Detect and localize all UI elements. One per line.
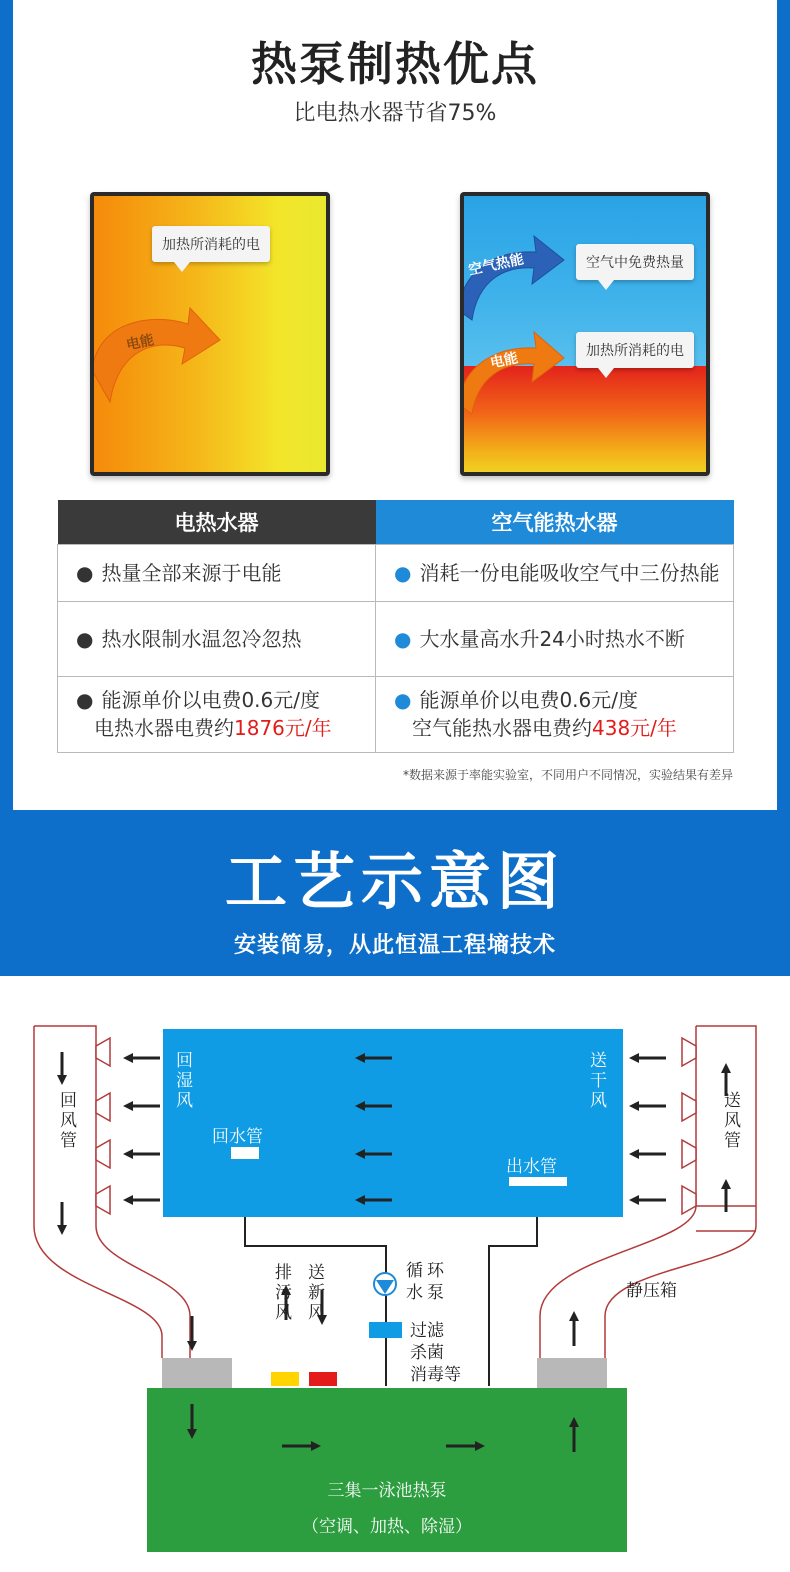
electric-heater-header: 电热水器	[58, 500, 376, 544]
table-row	[58, 676, 734, 752]
sterilize-label: 杀菌	[410, 1343, 444, 1363]
bullet-icon: ●	[76, 560, 94, 585]
bullet-icon: ●	[76, 626, 94, 651]
pool-area	[163, 1029, 623, 1217]
bullet-icon: ●	[394, 626, 412, 651]
return-humid-label: 回湿风	[176, 1051, 193, 1111]
table-cell	[58, 601, 376, 676]
electric-heater-panel	[90, 192, 330, 476]
cell-text: 电热水器电费约	[94, 716, 234, 740]
electric-cost-value: 1876元/年	[234, 716, 332, 740]
cell-text: 消耗一份电能吸收空气中三份热能	[419, 560, 720, 585]
left-arrow-label: 电能	[124, 332, 156, 354]
return-duct-label: 回风管	[60, 1091, 77, 1151]
process-diagram-svg	[0, 976, 790, 1568]
page-title: 热泵制热优点	[251, 37, 539, 91]
cell-text: 大水量高水升24小时热水不断	[419, 626, 685, 651]
supply-dry-label: 送干风	[590, 1051, 607, 1111]
table-row	[58, 544, 734, 601]
bullet-icon: ●	[394, 688, 412, 712]
fresh-air-marker	[309, 1372, 337, 1386]
unit-functions-label: （空调、加热、除湿）	[302, 1517, 472, 1537]
exhaust-air-marker	[271, 1372, 299, 1386]
cell-text: 能源单价以电费0.6元/度	[101, 688, 320, 712]
table-cell	[376, 676, 734, 752]
heat-pump-header: 空气能热水器	[376, 500, 734, 544]
bullet-icon: ●	[394, 560, 412, 585]
table-cell	[58, 544, 376, 601]
return-vents	[96, 1038, 110, 1214]
right-electricity-callout: 加热所消耗的电	[576, 332, 694, 368]
heat-pump-panel	[460, 192, 710, 476]
page-subtitle: 比电热水器节省75%	[293, 101, 497, 126]
circulation-pump-label: 循环水泵	[406, 1261, 448, 1303]
table-cell	[376, 601, 734, 676]
cell-text: 热水限制水温忽冷忽热	[101, 626, 302, 651]
cell-text: 热量全部来源于电能	[101, 560, 282, 585]
filter-icon	[369, 1322, 402, 1338]
table-row	[58, 601, 734, 676]
cell-text: 空气能热水器电费约	[412, 716, 592, 740]
outlet-water-pipe-label: 出水管	[506, 1157, 557, 1177]
supply-vents	[682, 1038, 696, 1214]
heat-pump-cost-value: 438元/年	[592, 716, 677, 740]
static-pressure-box-label: 静压箱	[626, 1281, 677, 1301]
left-electricity-callout: 加热所消耗的电	[152, 226, 270, 262]
disinfect-label: 消毒等	[410, 1365, 461, 1385]
data-source-footnote: *数据来源于率能实验室，不同用户不同情况，实验结果有差异	[402, 768, 733, 782]
unit-name-label: 三集一泳池热泵	[327, 1481, 447, 1501]
filter-label: 过滤	[410, 1321, 444, 1341]
return-fan-box	[162, 1358, 232, 1388]
bullet-icon: ●	[76, 688, 94, 712]
right-electric-arrow-label: 电能	[488, 350, 520, 372]
free-air-heat-callout: 空气中免费热量	[576, 244, 694, 280]
air-heat-arrow-icon	[460, 192, 710, 476]
air-heat-arrow-label: 空气热能	[467, 251, 526, 279]
process-title: 工艺示意图	[224, 845, 565, 918]
comparison-table	[57, 500, 734, 753]
process-subtitle: 安装简易，从此恒温工程墒技术	[233, 933, 556, 958]
table-cell	[376, 544, 734, 601]
cell-text: 能源单价以电费0.6元/度	[419, 688, 638, 712]
outlet-pipe-marker	[509, 1177, 567, 1186]
table-cell	[58, 676, 376, 752]
supply-duct-label: 送风管	[724, 1091, 741, 1151]
fresh-air-label: 送新风	[308, 1263, 325, 1323]
return-water-pipe-label: 回水管	[212, 1127, 263, 1147]
process-diagram	[0, 976, 790, 1568]
return-pipe-marker	[231, 1147, 259, 1159]
exhaust-air-label: 排污风	[275, 1263, 292, 1323]
supply-fan-box	[537, 1358, 607, 1388]
